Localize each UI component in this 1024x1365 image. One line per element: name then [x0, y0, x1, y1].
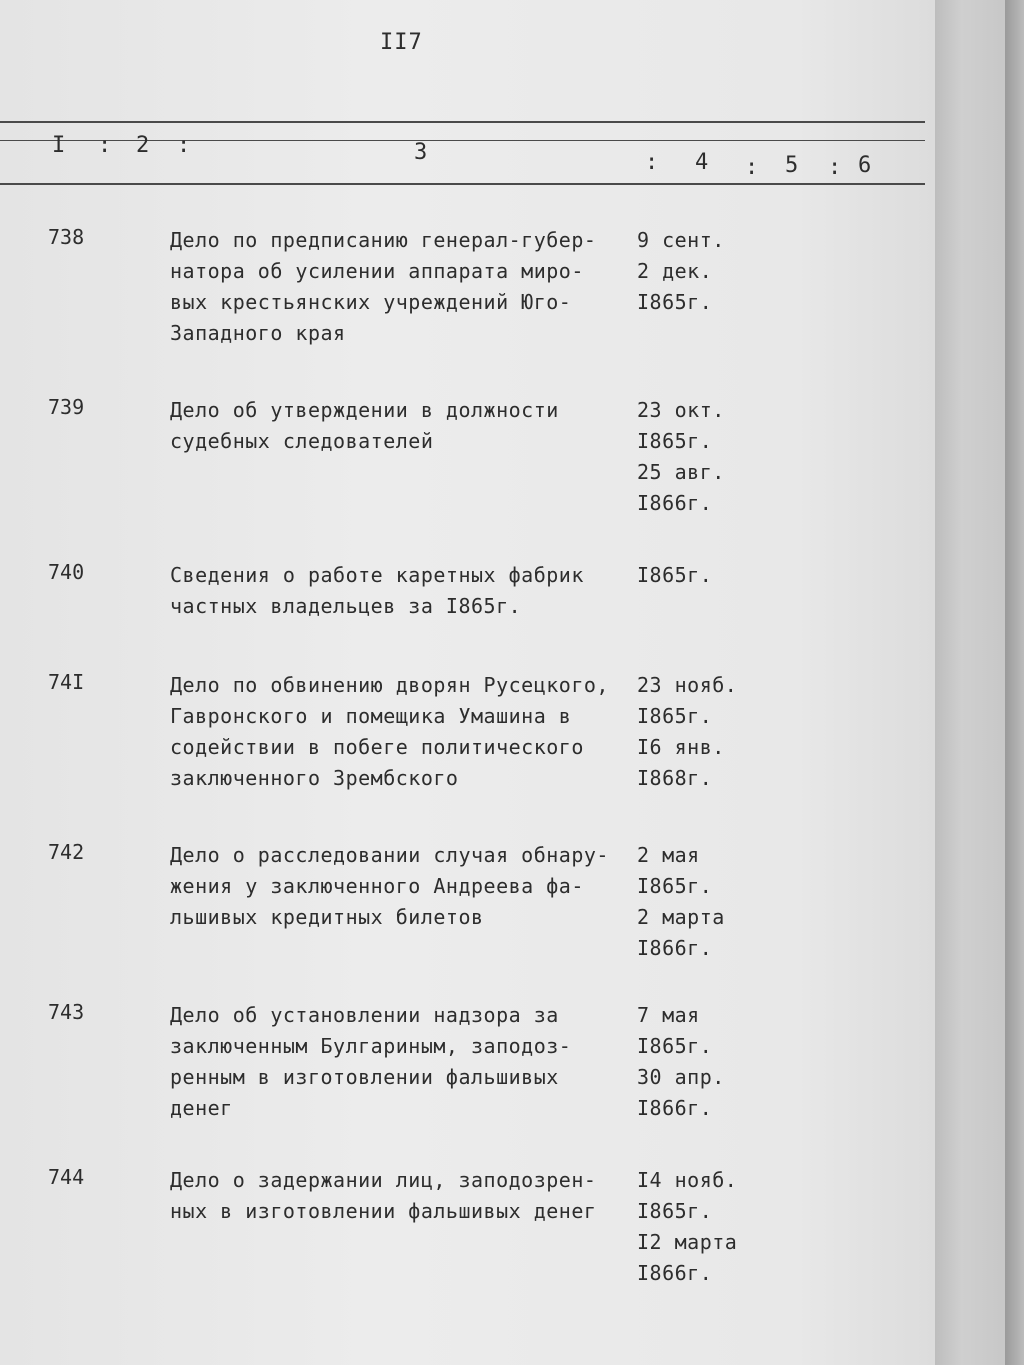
description-line: содействии в побеге политического [170, 735, 584, 759]
entry-dates [637, 395, 725, 519]
description-line: Дело об утверждении в должности [170, 398, 559, 422]
description-line: вых крестьянских учреждений Юго- [170, 290, 572, 314]
date-line: I868г. [637, 766, 713, 790]
description-line: жения у заключенного Андреева фа- [170, 874, 584, 898]
entry-number: 744 [48, 1165, 85, 1189]
date-line: I865г. [637, 1034, 713, 1058]
description-line: судебных следователей [170, 429, 434, 453]
entry-number: 739 [48, 395, 85, 419]
column-header-3: 3 [414, 140, 428, 165]
column-header-6: 6 [858, 153, 872, 178]
column-separator: : [177, 133, 191, 158]
entry-number: 738 [48, 225, 85, 249]
date-line: I866г. [637, 1261, 713, 1285]
date-line: 2 марта [637, 905, 725, 929]
date-line: I2 марта [637, 1230, 738, 1254]
entry-dates [637, 840, 725, 964]
date-line: I866г. [637, 1096, 713, 1120]
entry-number: 743 [48, 1000, 85, 1024]
entry-dates [637, 670, 737, 794]
column-header-2: 2 [136, 133, 150, 158]
entry-description [170, 225, 596, 349]
entry-number: 742 [48, 840, 85, 864]
page-edge [1005, 0, 1024, 1365]
entry-number: 740 [48, 560, 85, 584]
date-line: 9 сент. [637, 228, 725, 252]
description-line: заключенным Булгариным, заподоз- [170, 1034, 572, 1058]
entry-dates [637, 225, 725, 318]
date-line: 23 нояб. [637, 673, 738, 697]
date-line: I866г. [637, 491, 713, 515]
date-line: I6 янв. [637, 735, 725, 759]
description-line: Дело об установлении надзора за [170, 1003, 559, 1027]
header-top-rule [0, 121, 925, 123]
header-bottom-rule [0, 183, 925, 185]
date-line: I866г. [637, 936, 713, 960]
entry-description [170, 395, 559, 457]
description-line: ренным в изготовлении фальшивых [170, 1065, 559, 1089]
entry-description [170, 840, 609, 933]
description-line: Дело по обвинению дворян Русецкого, [170, 673, 609, 697]
entry-description [170, 560, 584, 622]
date-line: I865г. [637, 563, 713, 587]
date-line: 2 дек. [637, 259, 713, 283]
description-line: Сведения о работе каретных фабрик [170, 563, 584, 587]
column-separator: : [645, 150, 659, 175]
column-header-4: 4 [695, 150, 709, 175]
description-line: частных владельцев за I865г. [170, 594, 522, 618]
date-line: 23 окт. [637, 398, 725, 422]
entry-dates [637, 560, 712, 591]
entry-description [170, 1165, 596, 1227]
description-line: натора об усилении аппарата миро- [170, 259, 584, 283]
entry-number: 74I [48, 670, 85, 694]
description-line: денег [170, 1096, 233, 1120]
description-line: Дело о расследовании случая обнару- [170, 843, 609, 867]
description-line: Дело по предписанию генерал-губер- [170, 228, 597, 252]
column-separator: : [828, 155, 842, 180]
description-line: Гавронского и помещика Умашина в [170, 704, 572, 728]
entry-description [170, 670, 609, 794]
description-line: ных в изготовлении фальшивых денег [170, 1199, 597, 1223]
description-line: заключенного Зрембского [170, 766, 459, 790]
column-header-1: I [52, 133, 66, 158]
description-line: Дело о задержании лиц, заподозрен- [170, 1168, 597, 1192]
date-line: 30 апр. [637, 1065, 725, 1089]
entry-dates [637, 1000, 725, 1124]
date-line: I4 нояб. [637, 1168, 738, 1192]
date-line: 2 мая [637, 843, 700, 867]
description-line: льшивых кредитных билетов [170, 905, 484, 929]
date-line: I865г. [637, 1199, 713, 1223]
page-number: II7 [380, 30, 423, 55]
date-line: 7 мая [637, 1003, 700, 1027]
column-header-5: 5 [785, 153, 799, 178]
column-separator: : [745, 155, 759, 180]
date-line: I865г. [637, 290, 713, 314]
date-line: 25 авг. [637, 460, 725, 484]
date-line: I865г. [637, 704, 713, 728]
date-line: I865г. [637, 429, 713, 453]
column-separator: : [98, 133, 112, 158]
entry-description [170, 1000, 571, 1124]
entry-dates [637, 1165, 737, 1289]
description-line: Западного края [170, 321, 346, 345]
date-line: I865г. [637, 874, 713, 898]
